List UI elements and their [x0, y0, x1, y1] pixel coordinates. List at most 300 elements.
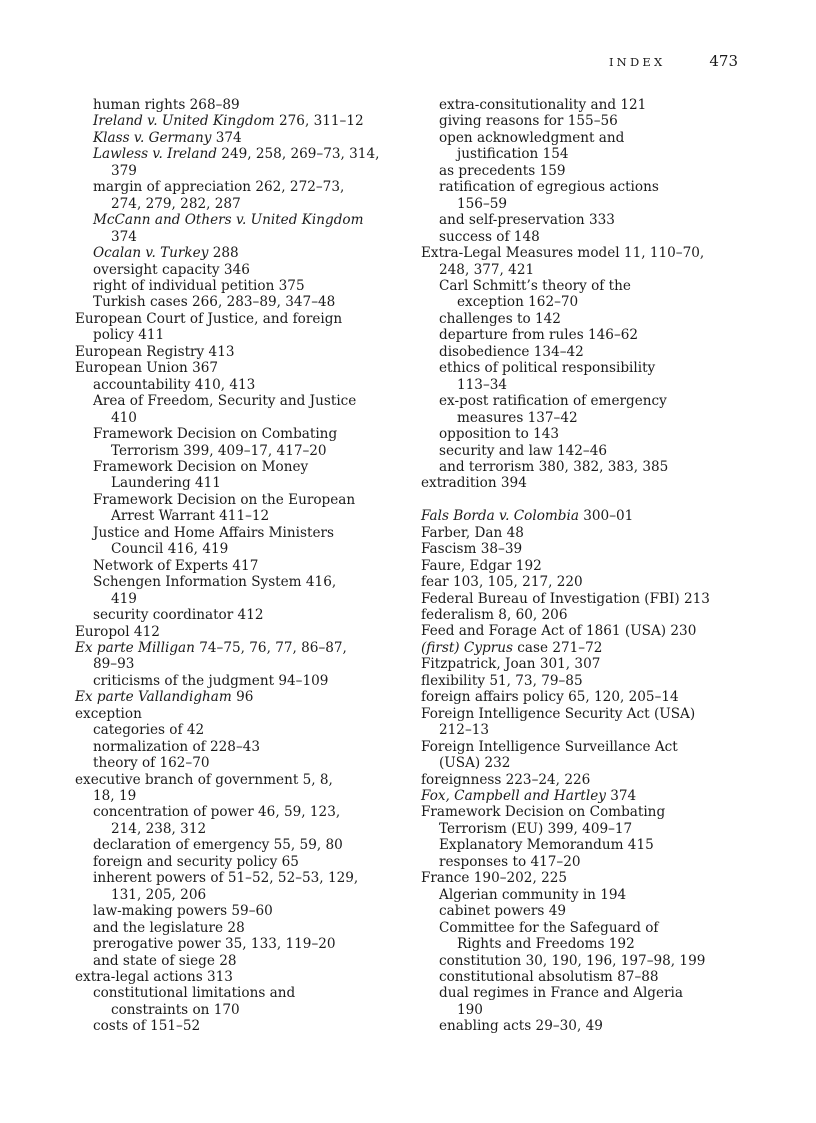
entry-text: Extra-Legal Measures model 11, 110–70,	[421, 245, 705, 262]
entry-text: 274, 279, 282, 287	[111, 195, 241, 212]
italic-title: Klass v. Germany	[93, 129, 212, 146]
entry-line	[75, 130, 415, 146]
entry-text: and terrorism 380, 382, 383, 385	[439, 458, 669, 475]
entry-line	[421, 327, 751, 343]
entry-line	[75, 772, 415, 788]
entry-text: 374	[111, 228, 137, 245]
entry-text: enabling acts 29–30, 49	[439, 1018, 603, 1035]
entry-line	[421, 953, 751, 969]
entry-line	[75, 574, 415, 590]
index-entry	[421, 574, 751, 590]
index-subentry	[75, 574, 415, 607]
entry-text: Carl Schmitt’s theory of the	[439, 277, 631, 294]
entry-text: inherent powers of 51–52, 52–53, 129,	[93, 870, 359, 887]
entry-line	[421, 360, 751, 376]
page-refs: 374	[605, 788, 637, 805]
entry-line	[75, 722, 415, 738]
entry-text: 18, 19	[93, 788, 137, 805]
entry-text: 214, 238, 312	[111, 820, 207, 837]
entry-text: flexibility 51, 73, 79–85	[421, 672, 583, 689]
index-subentry	[421, 327, 751, 343]
index-entry	[421, 772, 751, 788]
entry-line	[421, 459, 751, 475]
entry-line	[75, 689, 415, 705]
entry-line	[421, 558, 751, 574]
entry-text: Framework Decision on the European	[93, 491, 356, 508]
entry-line	[421, 607, 751, 623]
entry-line	[75, 903, 415, 919]
index-subentry	[421, 278, 751, 311]
entry-text: fear 103, 105, 217, 220	[421, 574, 583, 591]
entry-text: France 190–202, 225	[421, 870, 568, 887]
index-subentry	[421, 854, 751, 870]
index-subentry	[421, 887, 751, 903]
entry-text: Framework Decision on Combating	[93, 426, 338, 443]
entry-line	[75, 426, 415, 442]
entry-line	[421, 245, 751, 261]
entry-continuation	[421, 821, 751, 837]
page-refs: 300–01	[578, 508, 634, 525]
italic-title: Ocalan v. Turkey	[93, 245, 209, 262]
entry-line	[421, 344, 751, 360]
entry-text: Rights and Freedoms 192	[457, 936, 635, 953]
entry-line	[421, 229, 751, 245]
entry-line	[75, 920, 415, 936]
entry-text: as precedents 159	[439, 162, 566, 179]
index-subentry	[75, 722, 415, 738]
entry-line	[421, 920, 751, 936]
index-subentry	[75, 739, 415, 755]
index-subentry	[421, 443, 751, 459]
entry-text: (USA) 232	[439, 755, 511, 772]
entry-continuation	[75, 1002, 415, 1018]
entry-line	[75, 179, 415, 195]
entry-line	[75, 459, 415, 475]
entry-continuation	[75, 656, 415, 672]
index-entry	[421, 870, 751, 886]
index-subentry	[75, 870, 415, 903]
page-refs: 96	[231, 689, 254, 706]
entry-text: responses to 417–20	[439, 853, 581, 870]
index-entry	[421, 689, 751, 705]
entry-continuation	[421, 410, 751, 426]
entry-text: categories of 42	[93, 722, 205, 739]
entry-line	[421, 278, 751, 294]
entry-line	[75, 985, 415, 1001]
entry-line	[75, 344, 415, 360]
entry-continuation	[75, 229, 415, 245]
index-entry	[75, 624, 415, 640]
entry-text: Network of Experts 417	[93, 557, 259, 574]
entry-text: criticisms of the judgment 94–109	[93, 672, 329, 689]
entry-text: ex-post ratification of emergency	[439, 393, 667, 410]
entry-line	[421, 97, 751, 113]
entry-line	[421, 640, 751, 656]
entry-text: margin of appreciation 262, 272–73,	[93, 179, 345, 196]
entry-line	[421, 903, 751, 919]
entry-line	[421, 772, 751, 788]
entry-line	[421, 525, 751, 541]
entry-text: theory of 162–70	[93, 755, 210, 772]
index-entry	[421, 541, 751, 557]
entry-text: and the legislature 28	[93, 919, 245, 936]
entry-continuation	[421, 1002, 751, 1018]
entry-line	[421, 426, 751, 442]
index-subentry	[421, 459, 751, 475]
entry-text: ethics of political responsibility	[439, 360, 656, 377]
entry-line	[75, 1018, 415, 1034]
entry-continuation	[421, 294, 751, 310]
entry-continuation	[75, 475, 415, 491]
entry-line	[75, 97, 415, 113]
entry-text: foreign and security policy 65	[93, 853, 299, 870]
entry-text: European Registry 413	[75, 343, 235, 360]
entry-line	[75, 393, 415, 409]
index-subentry	[421, 903, 751, 919]
running-header	[609, 52, 738, 70]
entry-line	[75, 262, 415, 278]
entry-text: Terrorism (EU) 399, 409–17	[439, 820, 633, 837]
entry-text: declaration of emergency 55, 59, 80	[93, 837, 343, 854]
entry-continuation	[75, 443, 415, 459]
entry-text: law-making powers 59–60	[93, 903, 273, 920]
entry-text: constraints on 170	[111, 1001, 240, 1018]
entry-line	[75, 673, 415, 689]
index-subentry	[75, 130, 415, 146]
entry-continuation	[421, 377, 751, 393]
entry-text: foreignness 223–24, 226	[421, 771, 591, 788]
index-entry	[421, 656, 751, 672]
entry-line	[75, 360, 415, 376]
entry-continuation	[75, 821, 415, 837]
index-subentry	[75, 262, 415, 278]
entry-text: 379	[111, 162, 137, 179]
page-refs: 249, 258, 269–73, 314,	[216, 146, 380, 163]
entry-text: Algerian community in 194	[439, 886, 627, 903]
entry-line	[421, 673, 751, 689]
entry-text: 419	[111, 590, 137, 607]
entry-text: extradition 394	[421, 475, 527, 492]
entry-text: Arrest Warrant 411–12	[111, 508, 270, 525]
index-subentry	[75, 607, 415, 623]
entry-continuation	[75, 163, 415, 179]
index-subentry	[75, 985, 415, 1018]
entry-text: dual regimes in France and Algeria	[439, 985, 683, 1002]
index-subentry	[421, 130, 751, 163]
index-subentry	[75, 426, 415, 459]
entry-text: disobedience 134–42	[439, 343, 584, 360]
index-subentry	[75, 755, 415, 771]
entry-continuation	[75, 410, 415, 426]
entry-text: Fascism 38–39	[421, 541, 523, 558]
entry-line	[75, 837, 415, 853]
index-subentry	[421, 1018, 751, 1034]
index-entry	[421, 245, 751, 278]
index-subentry	[421, 344, 751, 360]
index-subentry	[75, 492, 415, 525]
entry-line	[421, 837, 751, 853]
italic-title: Ex parte Vallandigham	[75, 689, 232, 706]
entry-continuation	[75, 327, 415, 343]
entry-line	[421, 443, 751, 459]
index-subentry	[421, 969, 751, 985]
index-subentry	[75, 673, 415, 689]
entry-text: normalization of 228–43	[93, 738, 261, 755]
entry-text: 113–34	[457, 376, 508, 393]
index-subentry	[75, 459, 415, 492]
index-subentry	[75, 804, 415, 837]
entry-line	[421, 130, 751, 146]
entry-line	[75, 624, 415, 640]
entry-line	[75, 936, 415, 952]
index-subentry	[421, 163, 751, 179]
entry-continuation	[421, 196, 751, 212]
index-entry	[75, 640, 415, 673]
index-subentry	[75, 558, 415, 574]
entry-continuation	[75, 788, 415, 804]
index-entry	[421, 591, 751, 607]
index-subentry	[75, 179, 415, 212]
index-subentry	[421, 920, 751, 953]
page-refs: 74–75, 76, 77, 86–87,	[194, 639, 347, 656]
entry-continuation	[421, 146, 751, 162]
entry-line	[421, 475, 751, 491]
entry-continuation	[421, 722, 751, 738]
entry-line	[75, 804, 415, 820]
index-entry	[75, 969, 415, 985]
entry-text: 410	[111, 409, 137, 426]
entry-line	[421, 1018, 751, 1034]
index-entry	[421, 673, 751, 689]
entry-text: opposition to 143	[439, 426, 560, 443]
entry-line	[75, 755, 415, 771]
entry-text: Justice and Home Affairs Ministers	[93, 524, 334, 541]
entry-text: Fitzpatrick, Joan 301, 307	[421, 656, 601, 673]
entry-text: Turkish cases 266, 283–89, 347–48	[93, 294, 336, 311]
page-refs: case 271–72	[512, 639, 603, 656]
italic-title: Fals Borda v. Colombia	[421, 508, 579, 525]
entry-line	[421, 804, 751, 820]
entry-continuation	[421, 936, 751, 952]
index-column-left	[75, 97, 415, 1035]
entry-text: security coordinator 412	[93, 607, 264, 624]
entry-line	[421, 508, 751, 524]
italic-title: Lawless v. Ireland	[93, 146, 217, 163]
entry-line	[75, 870, 415, 886]
entry-text: prerogative power 35, 133, 119–20	[93, 936, 336, 953]
index-entry	[421, 558, 751, 574]
index-subentry	[75, 146, 415, 179]
entry-line	[421, 656, 751, 672]
index-subentry	[75, 245, 415, 261]
entry-line	[75, 607, 415, 623]
index-subentry	[421, 113, 751, 129]
page-refs: 288	[208, 245, 239, 262]
entry-text: Feed and Forage Act of 1861 (USA) 230	[421, 623, 697, 640]
entry-line	[75, 492, 415, 508]
entry-line	[75, 212, 415, 228]
entry-text: Committee for the Safeguard of	[439, 919, 659, 936]
header-label: INDEX	[608, 55, 666, 69]
index-entry	[75, 706, 415, 722]
entry-text: Area of Freedom, Security and Justice	[93, 393, 357, 410]
entry-line	[421, 788, 751, 804]
index-subentry	[75, 1018, 415, 1034]
index-entry	[421, 623, 751, 639]
index-subentry	[75, 212, 415, 245]
entry-line	[75, 245, 415, 261]
entry-text: Terrorism 399, 409–17, 417–20	[111, 442, 327, 459]
entry-text: ratification of egregious actions	[439, 179, 659, 196]
entry-continuation	[75, 508, 415, 524]
entry-text: success of 148	[439, 228, 540, 245]
entry-line	[421, 163, 751, 179]
index-subentry	[75, 294, 415, 310]
entry-line	[421, 969, 751, 985]
index-subentry	[75, 525, 415, 558]
index-subentry	[75, 936, 415, 952]
entry-text: 212–13	[439, 722, 490, 739]
entry-continuation	[421, 755, 751, 771]
index-entry	[75, 360, 415, 376]
index-subentry	[75, 837, 415, 853]
index-subentry	[75, 854, 415, 870]
entry-text: Framework Decision on Combating	[421, 804, 666, 821]
entry-text: Foreign Intelligence Surveillance Act	[421, 738, 678, 755]
index-entry	[421, 640, 751, 656]
entry-line	[421, 574, 751, 590]
index-entry	[421, 475, 751, 491]
index-subentry	[421, 837, 751, 853]
index-entry	[75, 344, 415, 360]
italic-title: (first) Cyprus	[421, 639, 513, 656]
index-subentry	[421, 393, 751, 426]
index-subentry	[421, 212, 751, 228]
entry-line	[421, 113, 751, 129]
index-entry	[421, 739, 751, 772]
index-subentry	[421, 985, 751, 1018]
entry-text: Council 416, 419	[111, 541, 229, 558]
entry-text: European Union 367	[75, 360, 219, 377]
entry-text: oversight capacity 346	[93, 261, 250, 278]
index-entry	[75, 689, 415, 705]
entry-text: Explanatory Memorandum 415	[439, 837, 654, 854]
entry-text: open acknowledgment and	[439, 129, 625, 146]
entry-text: 131, 205, 206	[111, 886, 207, 903]
entry-line	[75, 558, 415, 574]
italic-title: Fox, Campbell and Hartley	[421, 788, 606, 805]
index-subentry	[421, 179, 751, 212]
entry-continuation	[421, 262, 751, 278]
entry-line	[421, 623, 751, 639]
entry-line	[75, 278, 415, 294]
entry-continuation	[75, 887, 415, 903]
entry-text: right of individual petition 375	[93, 277, 305, 294]
entry-line	[421, 854, 751, 870]
entry-text: Foreign Intelligence Security Act (USA)	[421, 705, 696, 722]
entry-text: and self-preservation 333	[439, 212, 615, 229]
entry-text: Farber, Dan 48	[421, 524, 524, 541]
page-refs: 374	[211, 129, 242, 146]
entry-line	[75, 739, 415, 755]
index-entry	[421, 607, 751, 623]
index-subentry	[75, 393, 415, 426]
entry-text: giving reasons for 155–56	[439, 113, 618, 130]
entry-line	[75, 953, 415, 969]
entry-text: cabinet powers 49	[439, 903, 567, 920]
index-subentry	[421, 426, 751, 442]
entry-text: executive branch of government 5, 8,	[75, 771, 333, 788]
index-entry	[75, 772, 415, 805]
index-subentry	[421, 311, 751, 327]
index-entry	[75, 311, 415, 344]
entry-line	[421, 311, 751, 327]
entry-line	[421, 985, 751, 1001]
entry-text: human rights 268–89	[93, 97, 240, 113]
page-number: 473	[709, 52, 738, 70]
entry-text: constitution 30, 190, 196, 197–98, 199	[439, 952, 706, 969]
entry-text: departure from rules 146–62	[439, 327, 639, 344]
index-entry	[421, 788, 751, 804]
entry-line	[75, 311, 415, 327]
entry-text: 248, 377, 421	[439, 261, 535, 278]
entry-text: challenges to 142	[439, 310, 561, 327]
entry-text: security and law 142–46	[439, 442, 608, 459]
index-subentry	[421, 953, 751, 969]
index-subentry	[75, 903, 415, 919]
entry-line	[421, 887, 751, 903]
entry-continuation	[75, 196, 415, 212]
entry-text: costs of 151–52	[93, 1018, 201, 1035]
index-subentry	[421, 360, 751, 393]
entry-text: measures 137–42	[457, 409, 578, 426]
italic-title: McCann and Others v. United Kingdom	[93, 212, 364, 229]
index-subentry	[421, 97, 751, 113]
entry-text: exception	[75, 705, 142, 722]
entry-text: extra-consitutionality and 121	[439, 97, 647, 113]
entry-line	[421, 393, 751, 409]
entry-line	[421, 591, 751, 607]
index-subentry	[75, 113, 415, 129]
entry-text: policy 411	[93, 327, 165, 344]
index-subentry	[75, 953, 415, 969]
entry-line	[421, 706, 751, 722]
entry-text: constitutional absolutism 87–88	[439, 969, 659, 985]
index-subentry	[421, 229, 751, 245]
index-entry	[421, 508, 751, 524]
index-entry	[421, 525, 751, 541]
entry-text: European Court of Justice, and foreign	[75, 310, 343, 327]
entry-text: Federal Bureau of Investigation (FBI) 213	[421, 590, 710, 607]
italic-title: Ireland v. United Kingdom	[93, 113, 275, 130]
entry-line	[421, 689, 751, 705]
entry-text: constitutional limitations and	[93, 985, 296, 1002]
entry-line	[75, 640, 415, 656]
index-subentry	[75, 377, 415, 393]
index-subentry	[75, 278, 415, 294]
entry-text: concentration of power 46, 59, 123,	[93, 804, 341, 821]
index-subentry	[75, 920, 415, 936]
entry-line	[421, 541, 751, 557]
index-subentry	[75, 97, 415, 113]
entry-text: federalism 8, 60, 206	[421, 607, 568, 624]
entry-text: justification 154	[457, 146, 569, 163]
italic-title: Ex parte Milligan	[75, 639, 195, 656]
entry-text: and state of siege 28	[93, 952, 237, 969]
entry-text: 190	[457, 1001, 483, 1018]
entry-line	[75, 377, 415, 393]
entry-line	[421, 870, 751, 886]
